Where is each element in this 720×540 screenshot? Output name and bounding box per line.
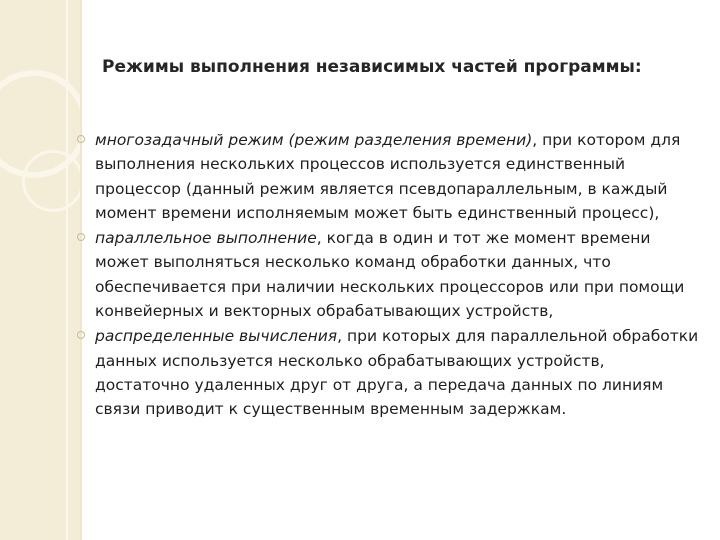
bullet-term: параллельное выполнение	[95, 229, 317, 248]
bullet-term: распределенные вычисления	[95, 327, 338, 346]
bullet-text: , при котором для выполнения нескольких процессов используется единственный процессор (данный режим является псевдопараллельным, в каждый момент времени исполняемым может быть единственный процесс),	[95, 131, 681, 222]
bullet-item-distributed	[74, 324, 700, 421]
bullet-term: многозадачный режим	[95, 131, 284, 149]
bullet-circle-icon	[77, 135, 85, 143]
bullet-circle-icon	[77, 331, 85, 339]
bullet-circle-icon	[77, 233, 85, 241]
bullet-item-multitasking	[74, 128, 700, 225]
bullet-list	[74, 128, 700, 423]
slide-title: Режимы выполнения независимых частей программы:	[102, 57, 642, 77]
bullet-text: , при которых для параллельной обработки данных используется несколько обрабатывающих устройств, достаточно удаленных друг от друга, а передача данных по линиям связи приводит к существенным временным задержкам.	[95, 327, 699, 419]
bullet-text: , когда в один и тот же момент времени может выполняться несколько команд обработки данных, что обеспечивается при наличии нескольких процессоров или при помощи конвейерных и векторных обрабатывающих устройств,	[95, 229, 685, 321]
bullet-parenthetical: (режим разделения времени)	[288, 131, 533, 149]
decorative-side-panel	[0, 0, 80, 540]
decorative-ring-small	[22, 150, 80, 212]
bullet-item-parallel	[74, 226, 700, 323]
